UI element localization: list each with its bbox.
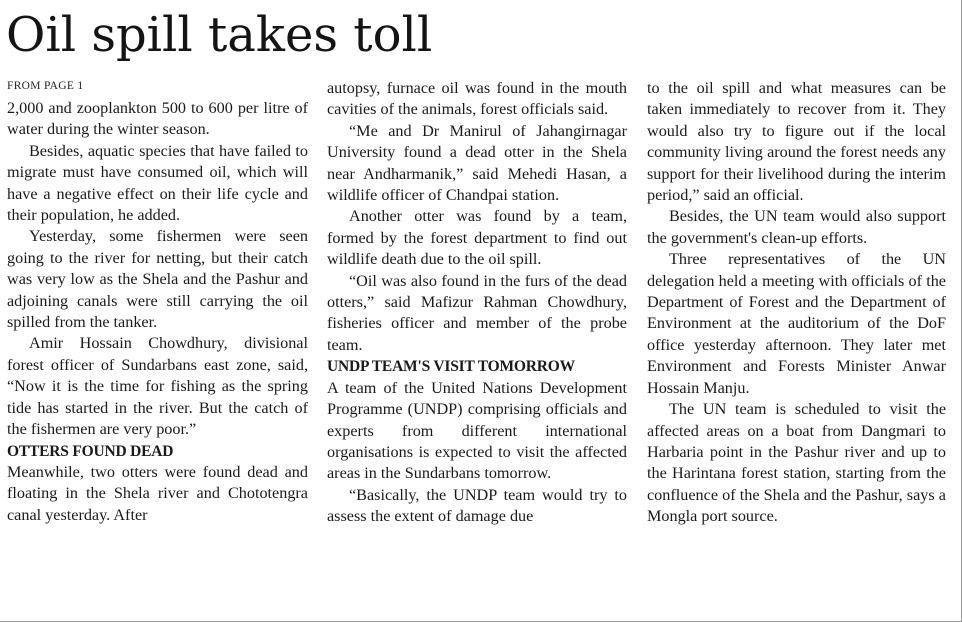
paragraph: autopsy, furnace oil was found in the mouth cavities of the animals, forest officials said. (327, 79, 627, 119)
article-column-2 (327, 78, 627, 618)
paragraph: Three representatives of the UN delegation held a meeting with officials of the Department of Forest and the Department of Environment at the auditorium of the DoF office yesterday afternoon. They later met Environment and Forests Minister Anwar Hossain Manju. (647, 250, 946, 397)
paragraph: Another otter was found by a team, formed by the forest department to find out wildlife death due to the oil spill. (327, 207, 627, 269)
paragraph: Meanwhile, two otters were found dead and floating in the Shela river and Chototengra canal yesterday. After (7, 462, 308, 524)
paragraph: “Oil was also found in the furs of the dead otters,” said Mafizur Rahman Chowdhury, fisheries officer and member of the probe team. (327, 271, 627, 354)
paragraph: 2,000 and zooplankton 500 to 600 per litre of water during the winter season. (7, 99, 308, 139)
paragraph: Besides, aquatic species that have failed to migrate must have consumed oil, which will have a negative effect on their life cycle and their population, he added. (7, 141, 308, 225)
paragraph: Amir Hossain Chowdhury, divisional forest officer of Sundarbans east zone, said, “Now it is the time for fishing as the spring tide has started in the river. But the catch of the fishermen are very poor.” (7, 334, 308, 439)
continuation-label: FROM PAGE 1 (7, 80, 84, 92)
headline: Oil spill takes toll (6, 7, 433, 63)
paragraph: Besides, the UN team would also support the government's clean-up efforts. (647, 207, 946, 247)
article-column-3 (647, 78, 946, 618)
article-column-1 (7, 78, 308, 618)
paragraph: The UN team is scheduled to visit the affected areas on a boat from Dangmari to Harbaria point in the Pashur river and up to the Harintana forest station, starting from the confluence of the Shela and the Pashur, says a Mongla port source. (647, 400, 946, 526)
paragraph: A team of the United Nations Development Programme (UNDP) comprising officials and experts from different international organisations is expected to visit the affected areas in the Sundarbans tomorrow. (327, 378, 627, 483)
paragraph: “Me and Dr Manirul of Jahangirnagar University found a dead otter in the Shela near Andharmanik,” said Mehedi Hasan, a wildlife officer of Chandpai station. (327, 121, 627, 205)
subheading-otters: OTTERS FOUND DEAD (7, 442, 174, 460)
paragraph: to the oil spill and what measures can be taken immediately to recover from it. They would also try to figure out if the local community living around the forest needs any support for their livelihood during the interim period,” said an official. (647, 79, 946, 205)
subheading-undp-visit: UNDP TEAM'S VISIT TOMORROW (327, 358, 575, 376)
paragraph: “Basically, the UNDP team would try to assess the extent of damage due (327, 485, 627, 526)
paragraph: Yesterday, some fishermen were seen going to the river for netting, but their catch was very low as the Shela and the Pashur and adjoining canals were still carrying the oil spilled from the tanker. (7, 227, 308, 332)
